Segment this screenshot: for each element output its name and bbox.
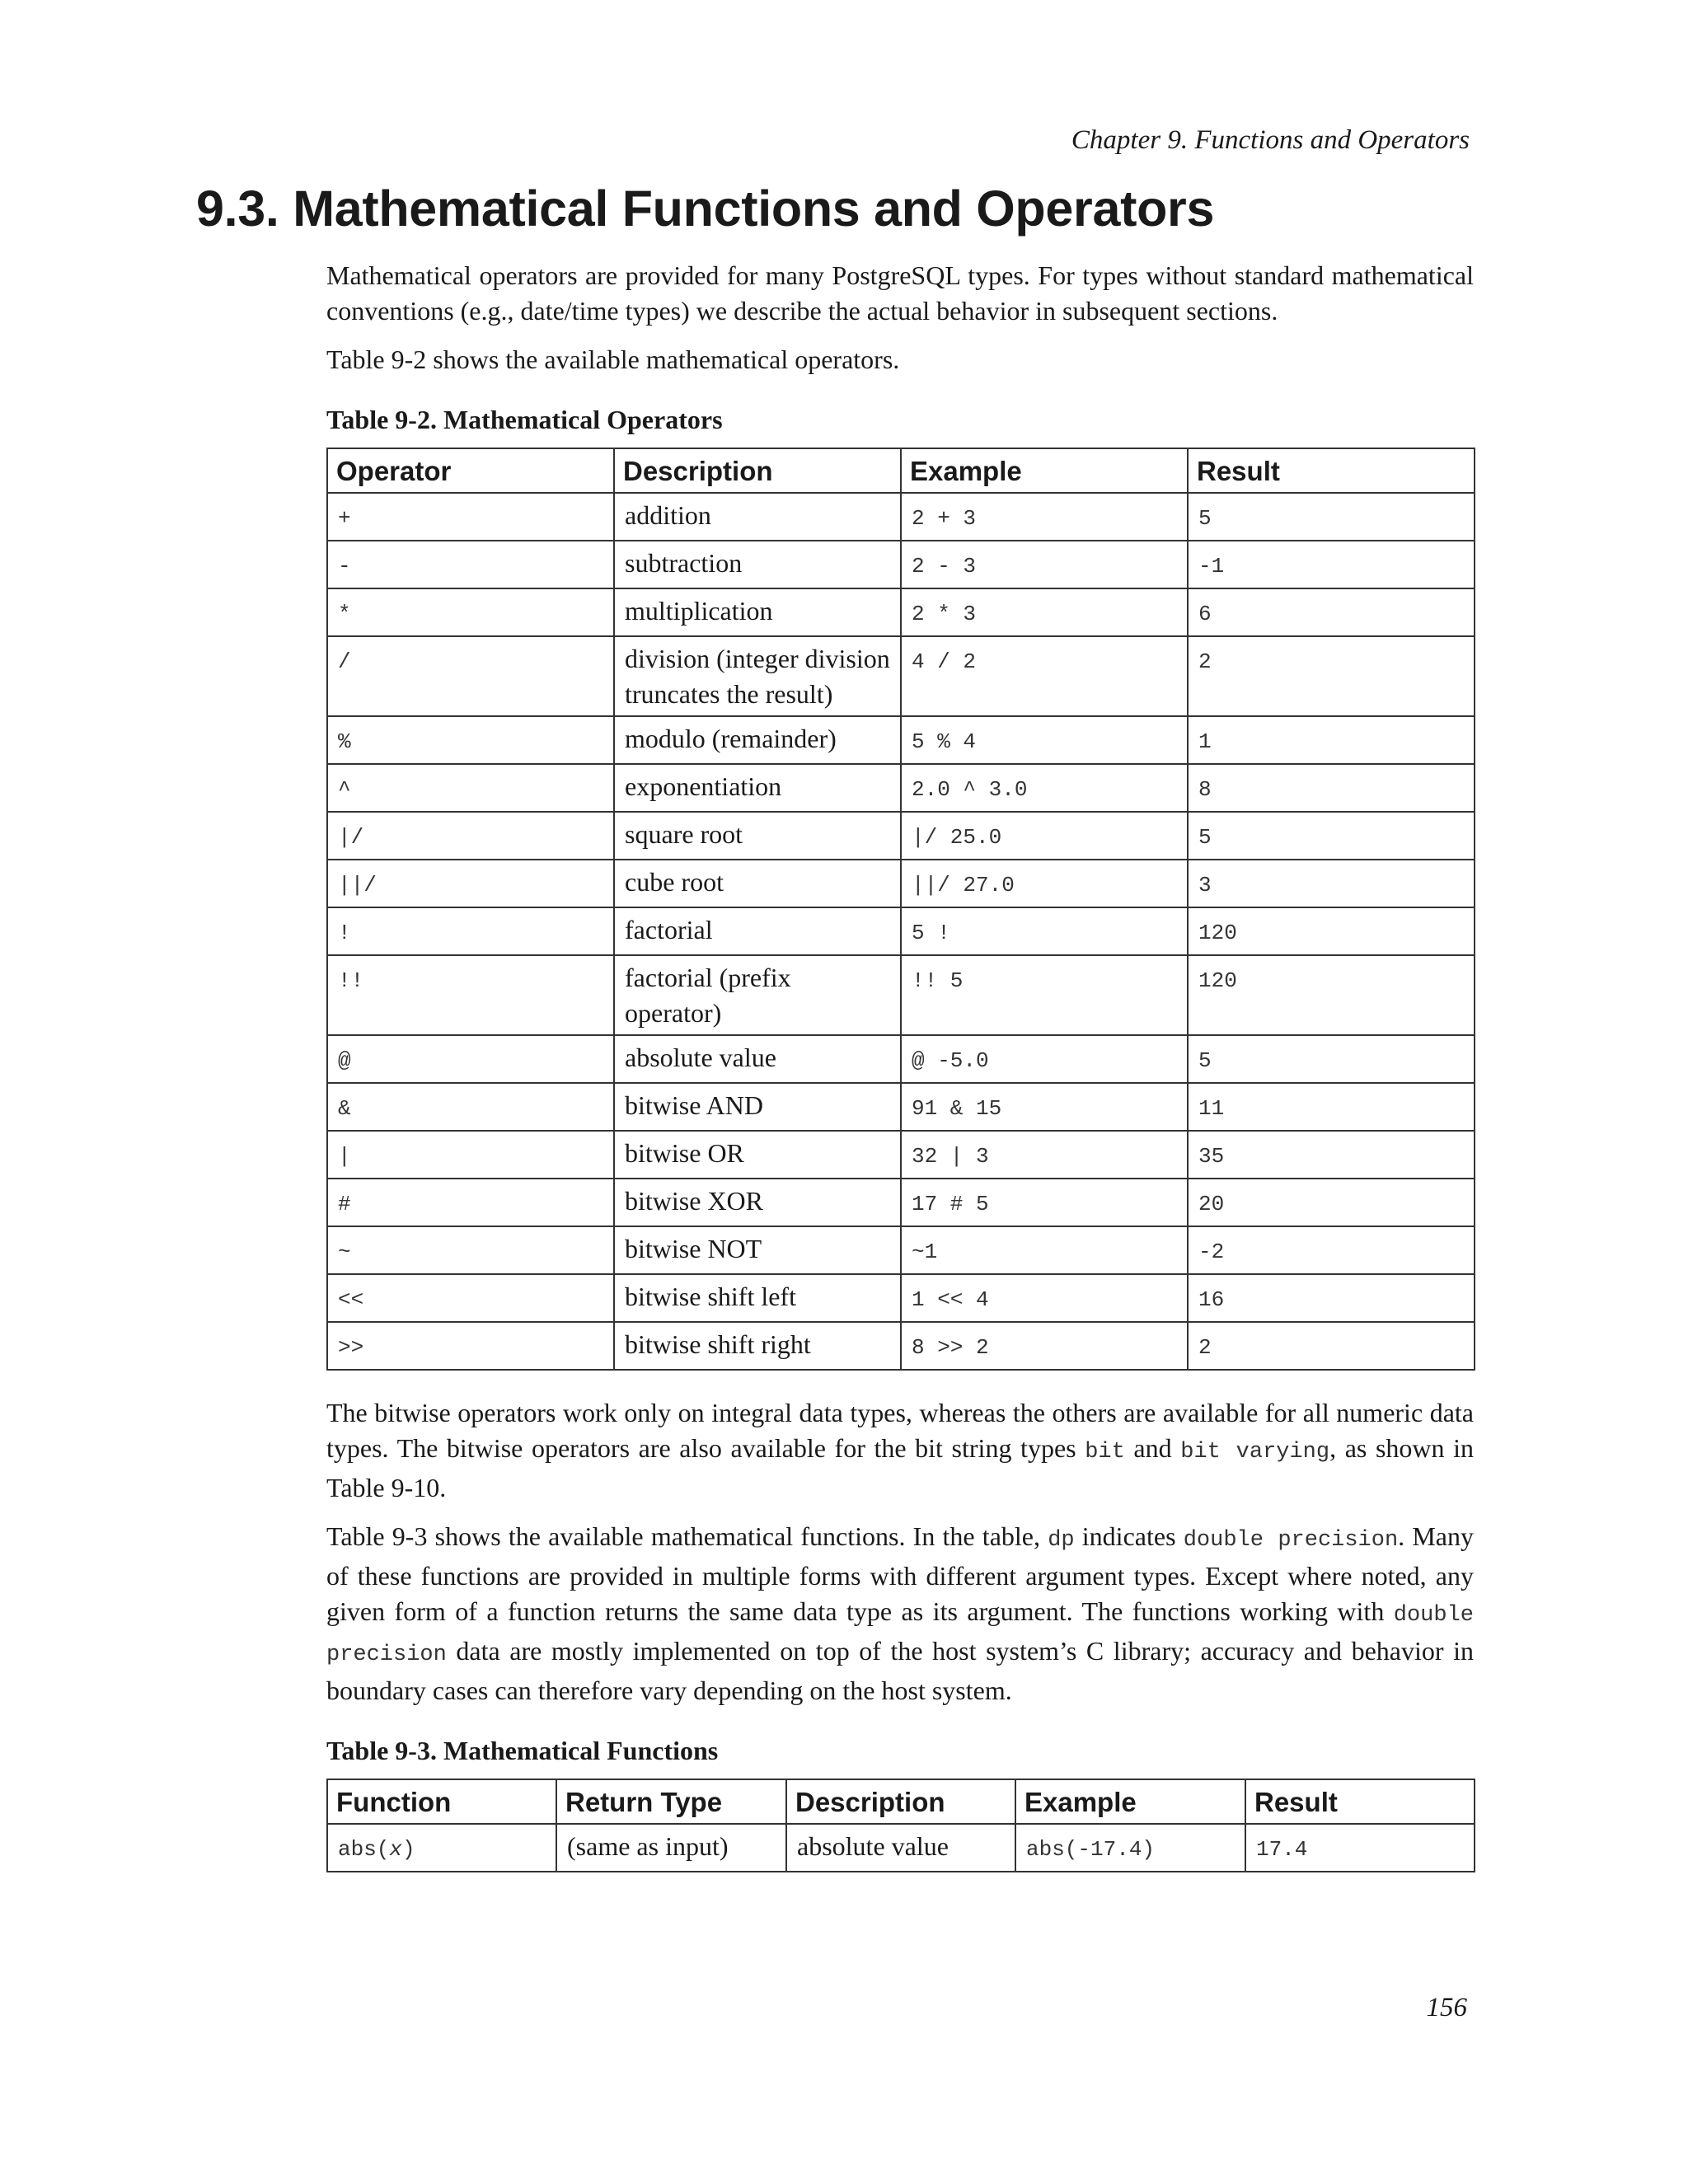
column-header-return-type: Return Type (556, 1779, 786, 1824)
example-cell: 4 / 2 (901, 636, 1188, 716)
description-cell: multiplication (614, 588, 901, 636)
description-cell: bitwise NOT (614, 1226, 901, 1274)
operator-cell: ~ (327, 1226, 614, 1274)
bitwise-note-text: The bitwise operators work only on integral data types, whereas the others are available for all numeric data types. The bitwise operators are also available for the bit string types (326, 1398, 1474, 1463)
example-cell: !! 5 (901, 955, 1188, 1035)
example-cell: 5 % 4 (901, 716, 1188, 764)
functions-note-text: indicates (1074, 1521, 1184, 1551)
table-row (327, 812, 1475, 860)
result-cell: 3 (1188, 860, 1475, 907)
operator-cell: ! (327, 907, 614, 955)
example-cell: ~1 (901, 1226, 1188, 1274)
function-argument: x (389, 1837, 403, 1862)
table-reference-paragraph: Table 9-2 shows the available mathematical operators. (326, 344, 900, 374)
operator-cell: - (327, 541, 614, 588)
code-double-precision: double precision (326, 1603, 1474, 1667)
example-cell: 2 - 3 (901, 541, 1188, 588)
column-header-example: Example (901, 448, 1188, 493)
operator-cell: @ (327, 1035, 614, 1083)
result-cell: -1 (1188, 541, 1475, 588)
description-cell: exponentiation (614, 764, 901, 812)
functions-table (326, 1779, 1475, 1872)
table-row (327, 955, 1475, 1035)
table-row (327, 1035, 1475, 1083)
table-row (327, 1179, 1475, 1226)
column-header-description: Description (786, 1779, 1015, 1824)
example-cell: 1 << 4 (901, 1274, 1188, 1322)
function-close: ) (402, 1837, 415, 1862)
operator-cell: ^ (327, 764, 614, 812)
result-cell: 5 (1188, 812, 1475, 860)
description-cell: addition (614, 493, 901, 541)
operator-cell: | (327, 1131, 614, 1179)
table-row (327, 1083, 1475, 1131)
operator-cell: % (327, 716, 614, 764)
operators-table (326, 448, 1475, 1371)
description-cell: bitwise shift right (614, 1322, 901, 1370)
code-bit-varying: bit varying (1180, 1440, 1330, 1465)
operator-cell: & (327, 1083, 614, 1131)
table-row (327, 1824, 1475, 1872)
result-cell: 11 (1188, 1083, 1475, 1131)
description-cell: modulo (remainder) (614, 716, 901, 764)
column-header-example: Example (1015, 1779, 1245, 1824)
description-cell: bitwise OR (614, 1131, 901, 1179)
page-content (326, 258, 1474, 1872)
result-cell: 5 (1188, 493, 1475, 541)
table-row (327, 1226, 1475, 1274)
result-cell: 120 (1188, 955, 1475, 1035)
function-name: abs( (338, 1837, 390, 1862)
column-header-result: Result (1188, 448, 1475, 493)
table-row (327, 588, 1475, 636)
description-cell: absolute value (614, 1035, 901, 1083)
operator-cell: # (327, 1179, 614, 1226)
example-cell: |/ 25.0 (901, 812, 1188, 860)
bitwise-note-text: , as shown in Table 9-10. (326, 1433, 1475, 1502)
operators-table-title: Table 9-2. Mathematical Operators (326, 405, 723, 434)
column-header-description: Description (614, 448, 901, 493)
functions-note-text: . Many of these functions are provided in multiple forms with different argument types. Except where noted, any given form of a function returns the same data type as its argument. The functions working with (326, 1521, 1475, 1626)
description-cell: square root (614, 812, 901, 860)
functions-table-header-row (327, 1779, 1475, 1824)
example-cell: 91 & 15 (901, 1083, 1188, 1131)
result-cell: 17.4 (1245, 1824, 1475, 1872)
operator-cell: !! (327, 955, 614, 1035)
result-cell: 8 (1188, 764, 1475, 812)
code-double-precision: double precision (1183, 1528, 1399, 1553)
result-cell: 1 (1188, 716, 1475, 764)
result-cell: -2 (1188, 1226, 1475, 1274)
operator-cell: * (327, 588, 614, 636)
example-cell: abs(-17.4) (1015, 1824, 1245, 1872)
functions-table-title: Table 9-3. Mathematical Functions (326, 1736, 719, 1765)
result-cell: 16 (1188, 1274, 1475, 1322)
page-number: 156 (1426, 1993, 1467, 2022)
example-cell: 2 * 3 (901, 588, 1188, 636)
description-cell: division (integer division truncates the result) (614, 636, 901, 716)
result-cell: 5 (1188, 1035, 1475, 1083)
table-row (327, 716, 1475, 764)
column-header-function: Function (327, 1779, 556, 1824)
code-dp: dp (1048, 1528, 1075, 1553)
example-cell: ||/ 27.0 (901, 860, 1188, 907)
description-cell: subtraction (614, 541, 901, 588)
result-cell: 35 (1188, 1131, 1475, 1179)
operator-cell: >> (327, 1322, 614, 1370)
functions-note-paragraph (326, 1519, 1474, 1708)
code-bit: bit (1085, 1440, 1125, 1465)
table-row (327, 636, 1475, 716)
description-cell: factorial (prefix operator) (614, 955, 901, 1035)
result-cell: 120 (1188, 907, 1475, 955)
function-cell (327, 1824, 556, 1872)
example-cell: 5 ! (901, 907, 1188, 955)
description-cell: absolute value (786, 1824, 1015, 1872)
table-row (327, 1274, 1475, 1322)
column-header-result: Result (1245, 1779, 1475, 1824)
operator-cell: + (327, 493, 614, 541)
return-type-cell: (same as input) (556, 1824, 786, 1872)
operators-table-body (327, 493, 1475, 1370)
running-head: Chapter 9. Functions and Operators (1071, 125, 1470, 155)
example-cell: 32 | 3 (901, 1131, 1188, 1179)
description-cell: bitwise AND (614, 1083, 901, 1131)
example-cell: 17 # 5 (901, 1179, 1188, 1226)
example-cell: 2 + 3 (901, 493, 1188, 541)
functions-note-text: data are mostly implemented on top of the host system’s C library; accuracy and behavior in boundary cases can therefore vary depending on the host system. (326, 1636, 1474, 1705)
table-row (327, 1322, 1475, 1370)
bitwise-note-paragraph (326, 1395, 1474, 1506)
functions-note-text: Table 9-3 shows the available mathematical functions. In the table, (326, 1521, 1048, 1551)
operator-cell: ||/ (327, 860, 614, 907)
description-cell: cube root (614, 860, 901, 907)
column-header-operator: Operator (327, 448, 614, 493)
result-cell: 2 (1188, 1322, 1475, 1370)
operators-table-header-row (327, 448, 1475, 493)
intro-paragraph: Mathematical operators are provided for many PostgreSQL types. For types without standard mathematical conventions (e.g., date/time types) we describe the actual behavior in subsequent sections. (326, 260, 1474, 326)
table-row (327, 493, 1475, 541)
result-cell: 2 (1188, 636, 1475, 716)
table-row (327, 907, 1475, 955)
result-cell: 6 (1188, 588, 1475, 636)
table-row (327, 764, 1475, 812)
operator-cell: |/ (327, 812, 614, 860)
operator-cell: / (327, 636, 614, 716)
table-row (327, 1131, 1475, 1179)
section-title: 9.3. Mathematical Functions and Operators (196, 180, 1215, 237)
example-cell: @ -5.0 (901, 1035, 1188, 1083)
description-cell: bitwise shift left (614, 1274, 901, 1322)
functions-table-body (327, 1824, 1475, 1872)
table-row (327, 541, 1475, 588)
description-cell: bitwise XOR (614, 1179, 901, 1226)
operator-cell: << (327, 1274, 614, 1322)
bitwise-note-text: and (1124, 1433, 1181, 1463)
example-cell: 8 >> 2 (901, 1322, 1188, 1370)
example-cell: 2.0 ^ 3.0 (901, 764, 1188, 812)
table-row (327, 860, 1475, 907)
result-cell: 20 (1188, 1179, 1475, 1226)
description-cell: factorial (614, 907, 901, 955)
